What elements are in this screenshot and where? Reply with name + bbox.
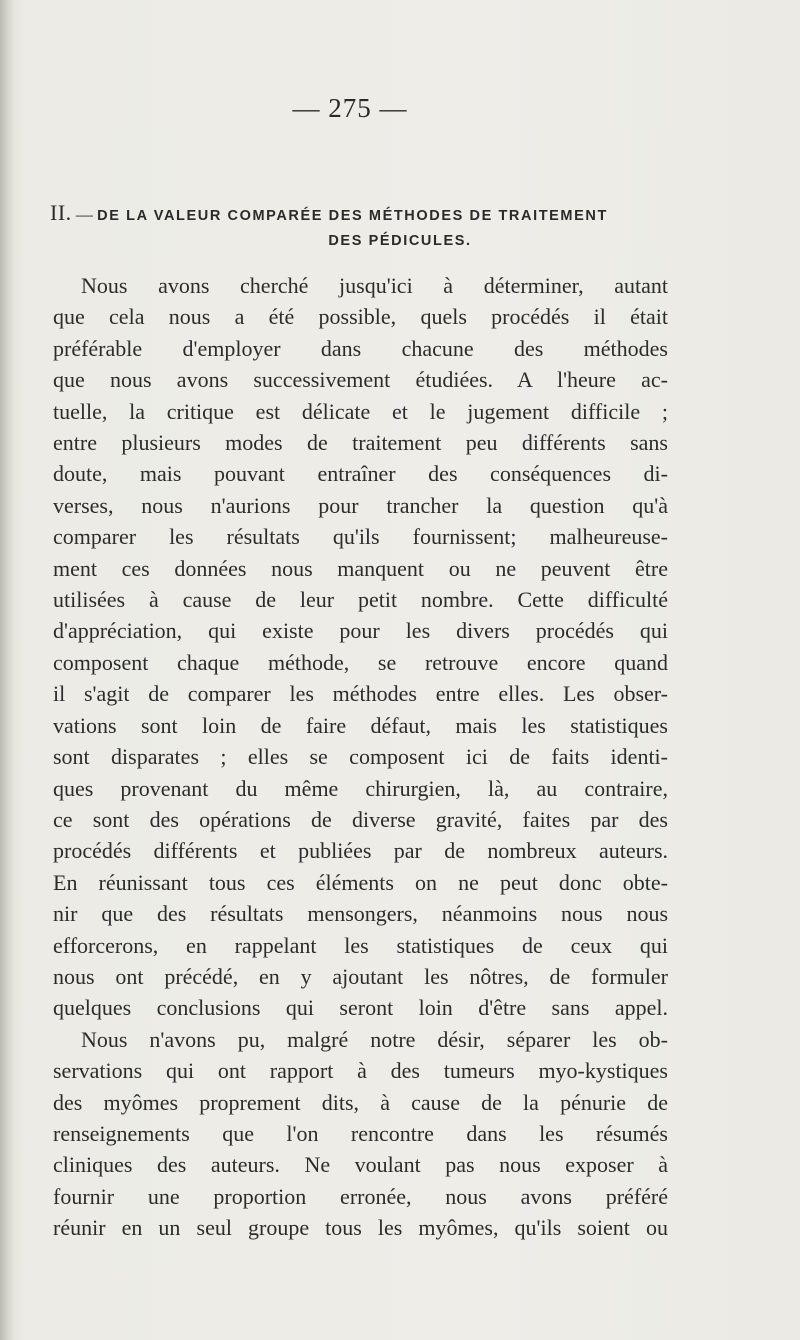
text-line: verses, nous n'aurions pour trancher la question qu'à (53, 492, 668, 518)
text-line: réunir en un seul groupe tous les myômes, qu'ils soient ou (53, 1215, 668, 1241)
text-line: doute, mais pouvant entraîner des conséquences di- (53, 461, 668, 487)
section-title-line1: DE LA VALEUR COMPARÉE DES MÉTHODES DE TRAITEMENT (97, 208, 608, 224)
text-line: entre plusieurs modes de traitement peu différents sans (53, 430, 668, 456)
text-line: procédés différents et publiées par de nombreux auteurs. (53, 838, 668, 864)
text-line: fournir une proportion erronée, nous avons préféré (53, 1183, 668, 1209)
section-number: II. (50, 200, 72, 225)
page-number: — 275 — (292, 93, 408, 123)
text-line: renseignements que l'on rencontre dans les résumés (53, 1120, 668, 1146)
text-line: ce sont des opérations de diverse gravité, faites par des (53, 806, 668, 832)
text-line: Nous avons cherché jusqu'ici à déterminer, autant (81, 273, 668, 298)
text-line: sont disparates ; elles se composent ici de faits identi- (53, 744, 668, 770)
text-line: il s'agit de comparer les méthodes entre elles. Les obser- (53, 681, 668, 707)
text-line: tuelle, la critique est délicate et le jugement difficile ; (53, 398, 668, 424)
text-line: composent chaque méthode, se retrouve encore quand (53, 649, 668, 675)
text-line: nir que des résultats mensongers, néanmoins nous nous (53, 901, 668, 927)
text-line: que cela nous a été possible, quels procédés il était (53, 304, 668, 330)
text-line: nous ont précédé, en y ajoutant les nôtres, de formuler (53, 963, 668, 989)
section-dash: — (71, 205, 98, 224)
text-line: efforcerons, en rappelant les statistiques de ceux qui (53, 932, 668, 958)
section-title-line2: DES PÉDICULES. (328, 233, 472, 249)
binding-edge (0, 0, 14, 1340)
text-line: vations sont loin de faire défaut, mais les statistiques (53, 712, 668, 738)
text-line: En réunissant tous ces éléments on ne peut donc obte- (53, 869, 668, 895)
text-line: ques provenant du même chirurgien, là, au contraire, (53, 775, 668, 801)
text-line: utilisées à cause de leur petit nombre. Cette difficulté (53, 587, 668, 613)
section-heading (50, 200, 750, 254)
text-line: Nous n'avons pu, malgré notre désir, séparer les ob- (81, 1026, 668, 1052)
text-line: ment ces données nous manquent ou ne peuvent être (53, 555, 668, 581)
text-line: que nous avons successivement étudiées. A l'heure ac- (53, 367, 668, 393)
text-line: cliniques des auteurs. Ne voulant pas nous exposer à (53, 1152, 668, 1178)
text-line: quelques conclusions qui seront loin d'être sans appel. (53, 995, 668, 1021)
text-line: des myômes proprement dits, à cause de la pénurie de (53, 1089, 668, 1115)
text-line: d'appréciation, qui existe pour les divers procédés qui (53, 618, 668, 644)
body-paragraphs (53, 270, 668, 1244)
text-line: comparer les résultats qu'ils fournissent; malheureuse- (53, 524, 668, 550)
text-line: préférable d'employer dans chacune des méthodes (53, 335, 668, 361)
text-line: servations qui ont rapport à des tumeurs myo-kystiques (53, 1058, 668, 1084)
